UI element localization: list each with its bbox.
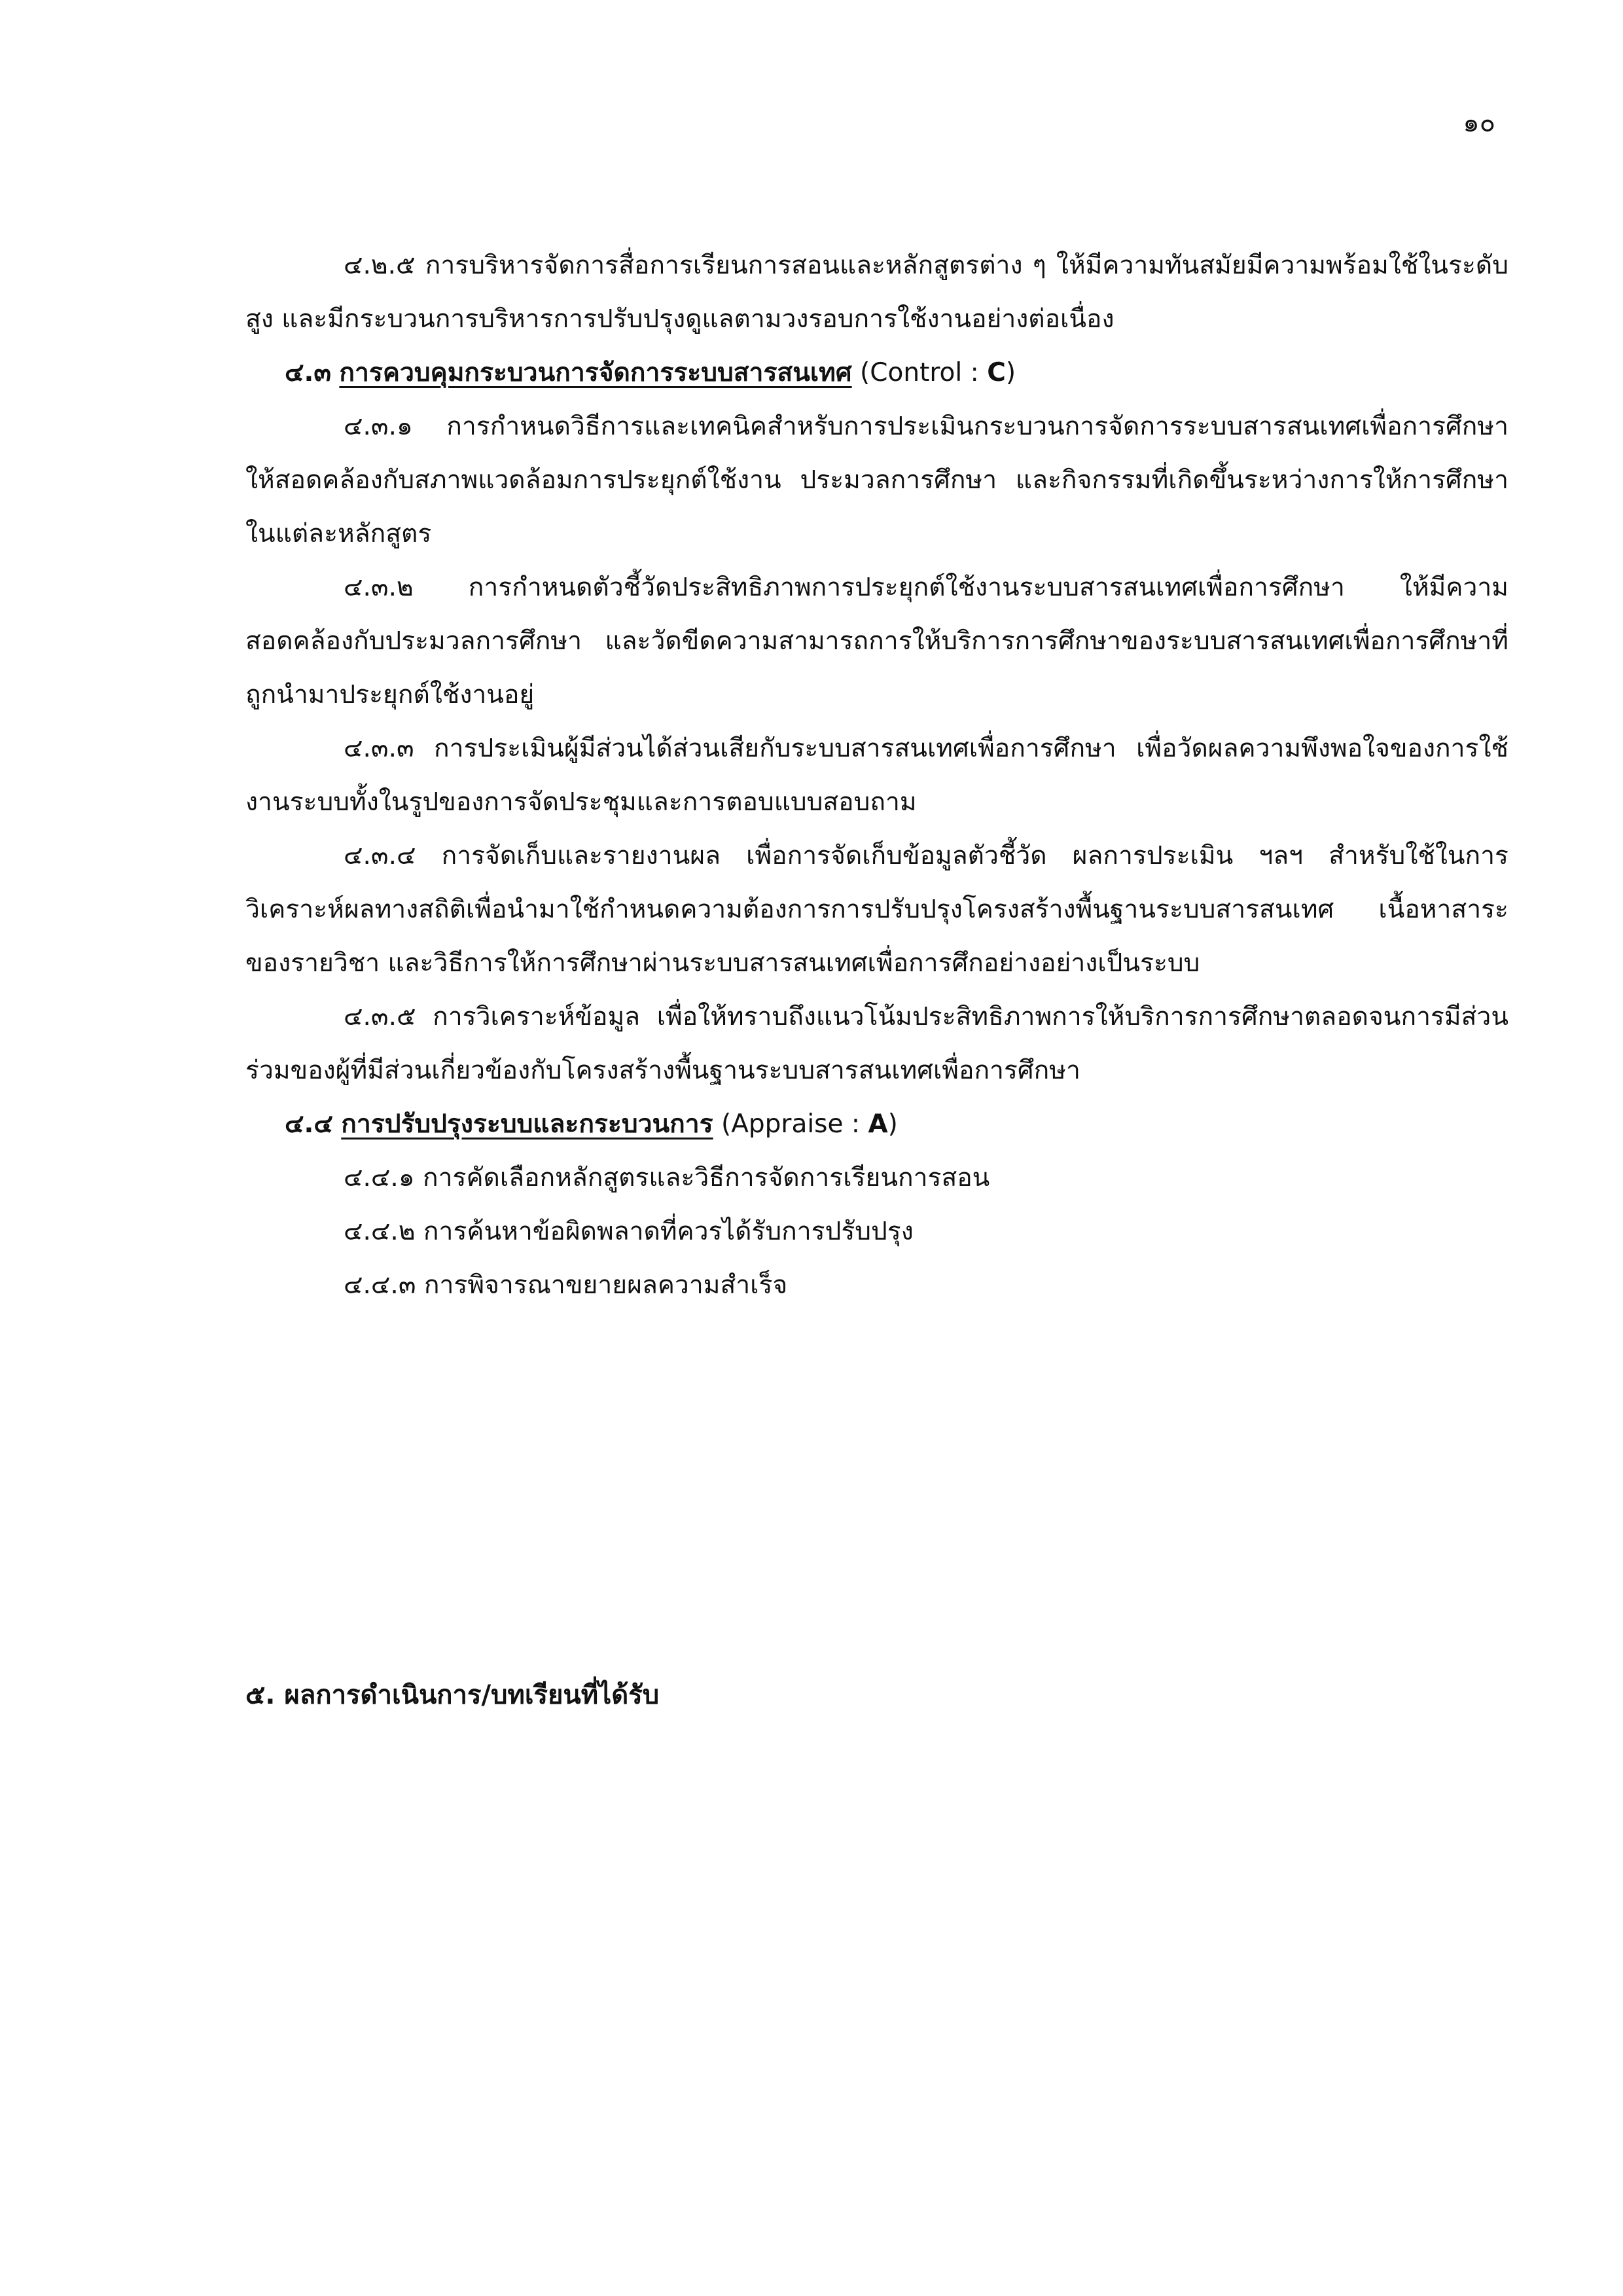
heading-4-4-title: การปรับปรุงระบบและกระบวนการ (341, 1109, 713, 1139)
body-content (245, 239, 1508, 1312)
heading-4-3-letter: C (987, 358, 1006, 387)
heading-4-3-title: การควบคุมกระบวนการจัดการระบบสารสนเทศ (339, 358, 852, 387)
heading-4-3-paren-close: ) (1005, 358, 1016, 387)
heading-4-4 (245, 1098, 1508, 1151)
list-item-4-4-1: ๔.๔.๑ การคัดเลือกหลักสูตรและวิธีการจัดการเรียนการสอน (344, 1163, 990, 1193)
paragraph-4-3-1: ๔.๓.๑ การกำหนดวิธีการและเทคนิคสำหรับการประเมินกระบวนการจัดการระบบสารสนเทศเพื่อการศึกษาให้สอดคล้องกับสภาพแวดล้อมการประยุกต์ใช้งาน ประมวลการศึกษา และกิจกรรมที่เกิดขึ้นระหว่างการให้การศึกษาในแต่ละหลักสูตร (245, 412, 1508, 548)
heading-4-4-letter: A (868, 1109, 888, 1139)
paragraph-4-3-4: ๔.๓.๔ การจัดเก็บและรายงานผล เพื่อการจัดเก็บข้อมูลตัวชี้วัด ผลการประเมิน ฯลฯ สำหรับใช้ในการวิเคราะห์ผลทางสถิติเพื่อนำมาใช้กำหนดความต้องการการปรับปรุงโครงสร้างพื้นฐานระบบสารสนเทศ เนื้อหาสาระของรายวิชา และวิธีการให้การศึกษาผ่านระบบสารสนเทศเพื่อการศึกอย่างอย่างเป็นระบบ (245, 841, 1508, 978)
section-5-heading: ๕. ผลการดำเนินการ/บทเรียนที่ได้รับ (245, 1680, 660, 1710)
heading-4-4-paren-close: ) (887, 1109, 898, 1139)
paragraph-4-3-3: ๔.๓.๓ การประเมินผู้มีส่วนได้ส่วนเสียกับระบบสารสนเทศเพื่อการศึกษา เพื่อวัดผลความพึงพอใจของการใช้งานระบบทั้งในรูปของการจัดประชุมและการตอบแบบสอบถาม (245, 734, 1508, 817)
list-item-4-4-2: ๔.๔.๒ การค้นหาข้อผิดพลาดที่ควรได้รับการปรับปรุง (344, 1217, 914, 1246)
paragraph-4-3-2: ๔.๓.๒ การกำหนดตัวชี้วัดประสิทธิภาพการประยุกต์ใช้งานระบบสารสนเทศเพื่อการศึกษา ให้มีความสอดคล้องกับประมวลการศึกษา และวัดขีดความสามารถการให้บริการการศึกษาของระบบสารสนเทศเพื่อการศึกษาที่ถูกนำมาประยุกต์ใช้งานอยู่ (245, 573, 1508, 709)
heading-4-4-number: ๔.๔ (285, 1109, 333, 1139)
paragraph-4-3-5: ๔.๓.๕ การวิเคราะห์ข้อมูล เพื่อให้ทราบถึงแนวโน้มประสิทธิภาพการให้บริการการศึกษาตลอดจนการมีส่วนร่วมของผู้ที่มีส่วนเกี่ยวข้องกับโครงสร้างพื้นฐานระบบสารสนเทศเพื่อการศึกษา (245, 1002, 1508, 1085)
paragraph-4-2-5: ๔.๒.๕ การบริหารจัดการสื่อการเรียนการสอนและหลักสูตรต่าง ๆ ให้มีความทันสมัยมีความพร้อมใช้ในระดับสูง และมีกระบวนการบริหารการปรับปรุงดูแลตามวงรอบการใช้งานอย่างต่อเนื่อง (245, 251, 1508, 334)
heading-4-3-number: ๔.๓ (285, 358, 331, 387)
heading-4-4-paren-open: (Appraise : (713, 1109, 868, 1139)
heading-4-3-paren-open: (Control : (851, 358, 988, 387)
heading-4-3 (245, 346, 1508, 400)
list-item-4-4-3: ๔.๔.๓ การพิจารณาขยายผลความสำเร็จ (344, 1270, 788, 1300)
page-number: ๑๐ (1463, 108, 1495, 138)
